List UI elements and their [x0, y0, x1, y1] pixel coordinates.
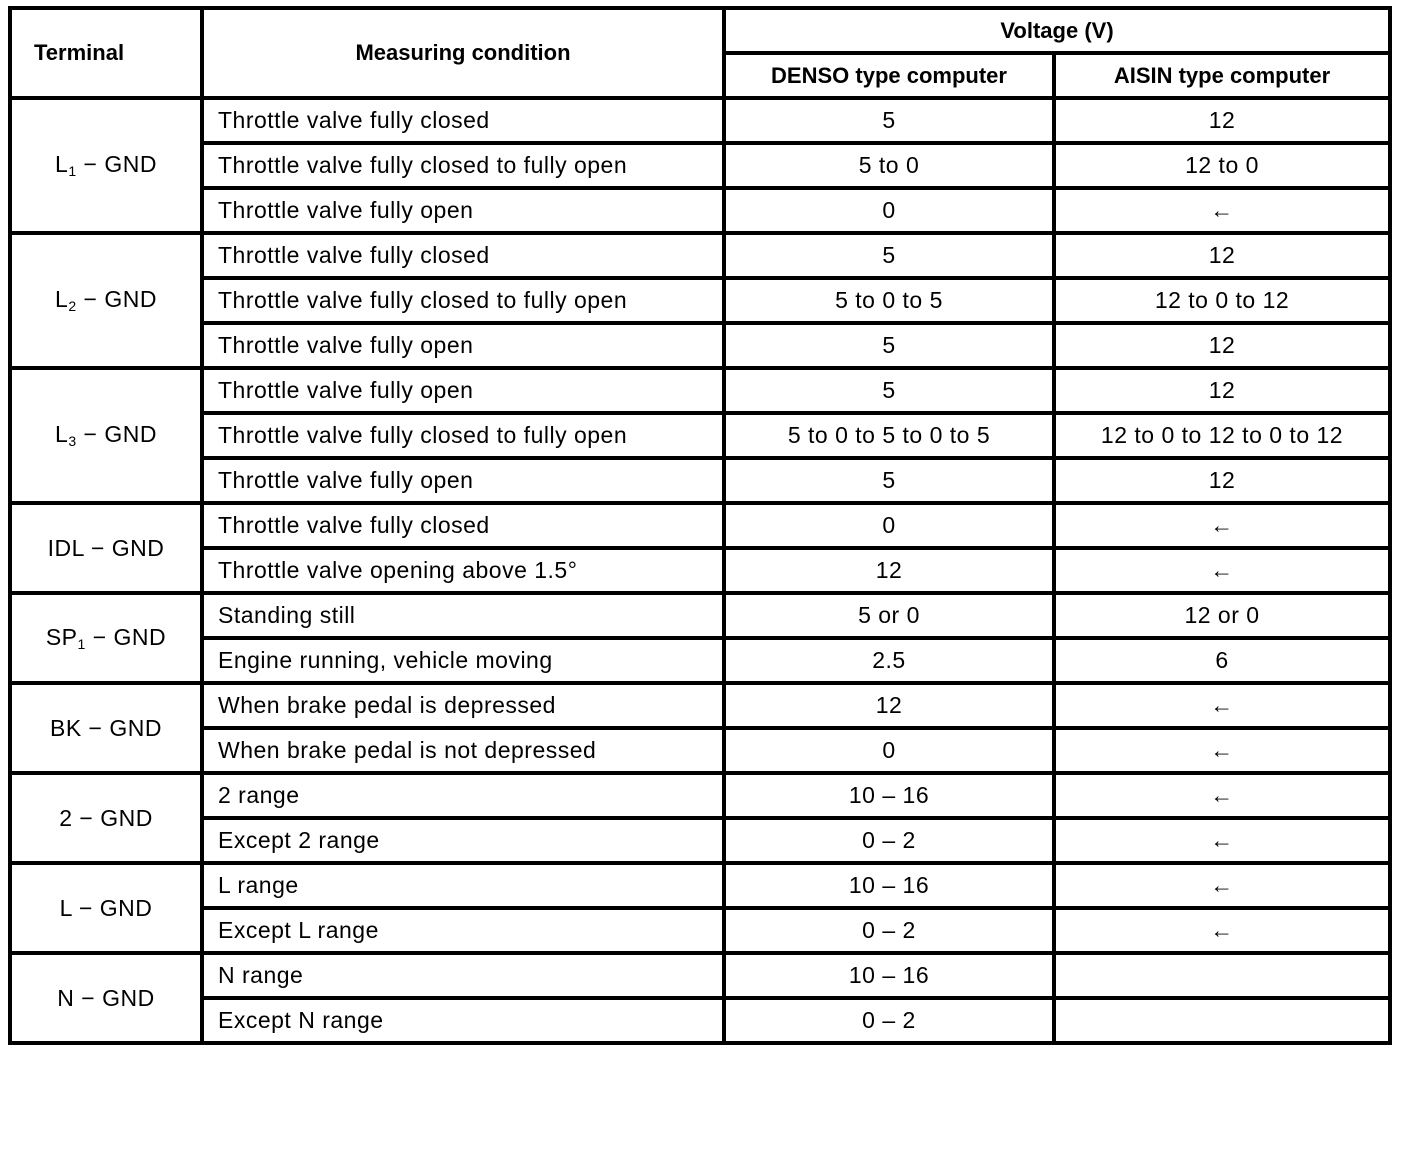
aisin-voltage-cell: ← [1054, 908, 1390, 953]
terminal-base: L − GND [59, 894, 153, 921]
terminal-base: SP [45, 623, 78, 650]
terminal-base: L [55, 286, 69, 312]
voltage-header: Voltage (V) [724, 8, 1390, 53]
aisin-voltage-cell: 12 [1054, 368, 1390, 413]
denso-voltage-cell: 0 [724, 728, 1054, 773]
aisin-voltage-cell: 12 [1054, 233, 1390, 278]
condition-cell: 2 range [202, 773, 724, 818]
terminal-base: L [55, 421, 69, 447]
aisin-voltage-cell: ← [1054, 683, 1390, 728]
denso-voltage-cell: 5 [724, 458, 1054, 503]
terminal-suffix: − GND [76, 421, 157, 447]
condition-cell: Engine running, vehicle moving [202, 638, 724, 683]
terminal-subscript: 3 [68, 433, 77, 449]
condition-cell: Throttle valve fully closed [202, 233, 724, 278]
aisin-voltage-cell: 12 or 0 [1054, 593, 1390, 638]
condition-cell: Except N range [202, 998, 724, 1043]
aisin-voltage-cell: 6 [1054, 638, 1390, 683]
condition-cell: Throttle valve fully open [202, 188, 724, 233]
denso-voltage-cell: 5 to 0 to 5 [724, 278, 1054, 323]
condition-cell: Throttle valve fully closed [202, 98, 724, 143]
table-row [10, 458, 1390, 503]
condition-cell: Throttle valve opening above 1.5° [202, 548, 724, 593]
table-row [10, 98, 1390, 143]
table-row [10, 908, 1390, 953]
terminal-base: IDL − GND [47, 534, 165, 561]
denso-voltage-cell: 5 [724, 233, 1054, 278]
aisin-voltage-cell: 12 to 0 [1054, 143, 1390, 188]
condition-cell: Throttle valve fully closed to fully open [202, 278, 724, 323]
terminal-base: BK − GND [49, 714, 162, 741]
table-row [10, 683, 1390, 728]
denso-voltage-cell: 0 – 2 [724, 908, 1054, 953]
terminal-label [57, 984, 155, 1011]
denso-voltage-cell: 0 – 2 [724, 998, 1054, 1043]
denso-voltage-cell: 0 [724, 188, 1054, 233]
table-row [10, 863, 1390, 908]
aisin-voltage-cell: ← [1054, 818, 1390, 863]
condition-cell: When brake pedal is not depressed [202, 728, 724, 773]
aisin-voltage-cell [1054, 998, 1390, 1043]
terminal-cell [10, 683, 202, 773]
terminal-suffix: − GND [85, 623, 167, 650]
terminal-subscript: 2 [68, 298, 77, 314]
condition-cell: Throttle valve fully closed [202, 503, 724, 548]
condition-cell: When brake pedal is depressed [202, 683, 724, 728]
terminal-label [55, 423, 157, 448]
terminal-base: 2 − GND [59, 804, 153, 831]
table-row [10, 503, 1390, 548]
condition-cell: L range [202, 863, 724, 908]
aisin-voltage-cell: ← [1054, 863, 1390, 908]
terminal-suffix: − GND [76, 286, 157, 312]
table-row [10, 278, 1390, 323]
condition-cell: Throttle valve fully closed to fully open [202, 143, 724, 188]
table-row [10, 188, 1390, 233]
denso-header: DENSO type computer [724, 53, 1054, 98]
condition-cell: Standing still [202, 593, 724, 638]
terminal-label [47, 534, 165, 561]
denso-voltage-cell: 5 [724, 368, 1054, 413]
denso-voltage-cell: 12 [724, 548, 1054, 593]
denso-voltage-cell: 5 or 0 [724, 593, 1054, 638]
denso-voltage-cell: 10 – 16 [724, 773, 1054, 818]
terminal-base: L [55, 151, 69, 177]
table-row [10, 638, 1390, 683]
header-row-top [10, 8, 1390, 53]
table-row [10, 413, 1390, 458]
denso-voltage-cell: 12 [724, 683, 1054, 728]
denso-voltage-cell: 0 – 2 [724, 818, 1054, 863]
table-row [10, 593, 1390, 638]
terminal-cell [10, 953, 202, 1043]
denso-voltage-cell: 5 [724, 323, 1054, 368]
terminal-cell [10, 773, 202, 863]
terminal-label [59, 804, 153, 831]
table-row [10, 728, 1390, 773]
aisin-voltage-cell: ← [1054, 728, 1390, 773]
terminal-label [45, 623, 167, 652]
measuring-condition-header: Measuring condition [202, 8, 724, 98]
table-row [10, 368, 1390, 413]
aisin-header: AISIN type computer [1054, 53, 1390, 98]
terminal-voltage-sheet [8, 6, 1388, 1045]
aisin-voltage-cell: ← [1054, 773, 1390, 818]
aisin-voltage-cell: 12 [1054, 98, 1390, 143]
condition-cell: Except 2 range [202, 818, 724, 863]
terminal-suffix: − GND [76, 151, 157, 177]
terminal-cell [10, 368, 202, 503]
table-body [10, 98, 1390, 1043]
table-row [10, 998, 1390, 1043]
table-row [10, 233, 1390, 278]
aisin-voltage-cell: ← [1054, 548, 1390, 593]
denso-voltage-cell: 0 [724, 503, 1054, 548]
terminal-cell [10, 863, 202, 953]
aisin-voltage-cell: ← [1054, 188, 1390, 233]
condition-cell: Throttle valve fully open [202, 323, 724, 368]
terminal-subscript: 1 [68, 163, 77, 179]
condition-cell: N range [202, 953, 724, 998]
terminal-label [55, 288, 157, 313]
condition-cell: Throttle valve fully open [202, 368, 724, 413]
denso-voltage-cell: 2.5 [724, 638, 1054, 683]
condition-cell: Except L range [202, 908, 724, 953]
terminal-subscript: 1 [77, 635, 86, 652]
table-row [10, 953, 1390, 998]
terminal-cell [10, 503, 202, 593]
terminal-base: N − GND [57, 984, 155, 1011]
condition-cell: Throttle valve fully closed to fully open [202, 413, 724, 458]
terminal-cell [10, 233, 202, 368]
terminal-cell [10, 593, 202, 683]
table-row [10, 818, 1390, 863]
aisin-voltage-cell [1054, 953, 1390, 998]
terminal-voltage-table [8, 6, 1392, 1045]
aisin-voltage-cell: 12 to 0 to 12 to 0 to 12 [1054, 413, 1390, 458]
terminal-label [49, 714, 162, 741]
table-header [10, 8, 1390, 98]
denso-voltage-cell: 5 to 0 to 5 to 0 to 5 [724, 413, 1054, 458]
aisin-voltage-cell: 12 to 0 to 12 [1054, 278, 1390, 323]
aisin-voltage-cell: ← [1054, 503, 1390, 548]
denso-voltage-cell: 10 – 16 [724, 953, 1054, 998]
aisin-voltage-cell: 12 [1054, 458, 1390, 503]
terminal-label [59, 894, 153, 921]
denso-voltage-cell: 5 to 0 [724, 143, 1054, 188]
aisin-voltage-cell: 12 [1054, 323, 1390, 368]
denso-voltage-cell: 10 – 16 [724, 863, 1054, 908]
table-row [10, 143, 1390, 188]
table-row [10, 548, 1390, 593]
terminal-header: Terminal [10, 8, 202, 98]
terminal-cell [10, 98, 202, 233]
table-row [10, 773, 1390, 818]
terminal-label [55, 153, 157, 178]
table-row [10, 323, 1390, 368]
denso-voltage-cell: 5 [724, 98, 1054, 143]
condition-cell: Throttle valve fully open [202, 458, 724, 503]
